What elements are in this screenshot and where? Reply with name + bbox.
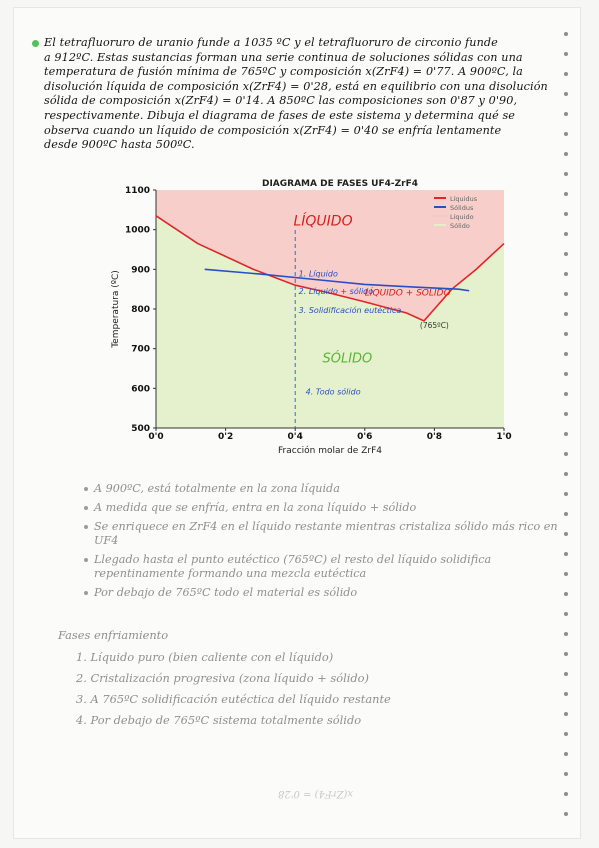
margin-hole bbox=[564, 412, 568, 416]
note-item: A medida que se enfría, entra en la zona líquido + sólido bbox=[84, 501, 574, 515]
margin-hole bbox=[564, 252, 568, 256]
margin-hole bbox=[564, 692, 568, 696]
margin-hole bbox=[564, 672, 568, 676]
legend-label: Líquidus bbox=[450, 195, 478, 203]
margin-hole bbox=[564, 452, 568, 456]
phase-item: 3. A 765ºC solidificación eutéctica del líquido restante bbox=[76, 692, 391, 706]
y-tick-label: 600 bbox=[131, 384, 150, 395]
margin-hole bbox=[564, 272, 568, 276]
phase-item: 2. Cristalización progresiva (zona líquido + sólido) bbox=[76, 671, 369, 685]
y-tick-label: 800 bbox=[131, 305, 150, 315]
x-tick-label: 0'2 bbox=[217, 432, 234, 442]
step-label: 3. Solidificación eutéctica bbox=[298, 305, 402, 315]
note-item: Llegado hasta el punto eutéctico (765ºC) el resto del líquido solidifica repentinamente formando una mezcla eutéctica bbox=[84, 553, 574, 581]
step-label: 2. Líquido + sólido bbox=[298, 286, 374, 296]
green-bullet-icon bbox=[32, 40, 39, 47]
y-axis-label: Temperatura (ºC) bbox=[111, 270, 121, 348]
margin-hole bbox=[564, 212, 568, 216]
margin-hole bbox=[564, 432, 568, 436]
phase-diagram-chart bbox=[104, 178, 524, 468]
y-tick-label: 1100 bbox=[124, 186, 150, 196]
x-tick-label: 1'0 bbox=[496, 432, 512, 442]
x-tick-label: 0'8 bbox=[426, 432, 443, 442]
notebook-page bbox=[14, 8, 580, 838]
margin-hole bbox=[564, 632, 568, 636]
statement-line: observa cuando un líquido de composición x(ZrF4) = 0'40 se enfría lentamente bbox=[44, 123, 502, 137]
margin-hole bbox=[564, 612, 568, 616]
margin-hole bbox=[564, 312, 568, 316]
x-tick-label: 0'6 bbox=[357, 432, 373, 442]
statement-line: sólida de composición x(ZrF4) = 0'14. A 850ºC las composiciones son 0'87 y 0'90, bbox=[44, 94, 518, 108]
margin-hole bbox=[564, 352, 568, 356]
y-tick-label: 700 bbox=[131, 344, 150, 355]
y-tick-label: 500 bbox=[131, 424, 150, 434]
problem-statement bbox=[44, 36, 572, 153]
y-tick-label: 1000 bbox=[124, 225, 150, 236]
x-tick-label: 0'0 bbox=[148, 432, 164, 442]
cooling-notes bbox=[84, 482, 574, 605]
margin-hole bbox=[564, 232, 568, 236]
region-label-liquid: LÍQUIDO bbox=[293, 213, 353, 230]
region-label-solid: SÓLIDO bbox=[322, 351, 373, 367]
margin-hole bbox=[564, 792, 568, 796]
statement-line: disolución líquida de composición x(ZrF4) = 0'28, está en equilibrio con una disolución bbox=[44, 79, 548, 93]
phase-diagram-svg bbox=[104, 178, 524, 468]
margin-hole bbox=[564, 752, 568, 756]
step-label: 1. Líquido bbox=[298, 269, 338, 279]
legend-label: Líquido bbox=[450, 213, 474, 221]
margin-hole bbox=[564, 332, 568, 336]
x-axis-label: Fracción molar de ZrF4 bbox=[278, 446, 382, 456]
margin-hole bbox=[564, 712, 568, 716]
legend-label: Sólidus bbox=[450, 204, 474, 212]
cooling-phases bbox=[58, 628, 558, 734]
margin-hole bbox=[564, 392, 568, 396]
eutectic-label: (765ºC) bbox=[419, 321, 449, 331]
statement-line: desde 900ºC hasta 500ºC. bbox=[44, 138, 195, 152]
margin-hole bbox=[564, 732, 568, 736]
phase-item: 4. Por debajo de 765ºC sistema totalmente sólido bbox=[76, 713, 362, 727]
note-item: A 900ºC, está totalmente en la zona líquida bbox=[84, 482, 574, 496]
note-item: Se enriquece en ZrF4 en el líquido restante mientras cristaliza sólido más rico en UF4 bbox=[84, 520, 574, 548]
y-tick-label: 900 bbox=[131, 265, 150, 276]
margin-hole bbox=[564, 652, 568, 656]
x-tick-label: 0'4 bbox=[287, 432, 303, 442]
phases-title: Fases enfriamiento bbox=[58, 628, 169, 642]
margin-hole bbox=[564, 772, 568, 776]
region-label-mixed: LÍQUIDO + SÓLIDO bbox=[364, 288, 451, 299]
statement-line: respectivamente. Dibuja el diagrama de fases de este sistema y determina qué se bbox=[44, 108, 516, 122]
note-item: Por debajo de 765ºC todo el material es sólido bbox=[84, 586, 574, 600]
margin-hole bbox=[564, 172, 568, 176]
legend-label: Sólido bbox=[450, 222, 470, 230]
statement-line: temperatura de fusión mínima de 765ºC y composición x(ZrF4) = 0'77. A 900ºC, la bbox=[44, 65, 523, 79]
margin-hole bbox=[564, 372, 568, 376]
step-label: 4. Todo sólido bbox=[305, 387, 361, 397]
margin-hole bbox=[564, 472, 568, 476]
bleed-through-text: x(ZrF4) = 0'28 bbox=[278, 788, 354, 799]
margin-hole bbox=[564, 192, 568, 196]
phase-item: 1. Líquido puro (bien caliente con el líquido) bbox=[76, 650, 334, 664]
statement-line: El tetrafluoruro de uranio funde a 1035 ºC y el tetrafluoruro de circonio funde bbox=[44, 36, 498, 49]
chart-title: DIAGRAMA DE FASES UF4-ZrF4 bbox=[261, 179, 419, 189]
statement-line: a 912ºC. Estas sustancias forman una serie continua de soluciones sólidas con una bbox=[44, 50, 523, 64]
margin-hole bbox=[564, 812, 568, 816]
margin-hole bbox=[564, 292, 568, 296]
